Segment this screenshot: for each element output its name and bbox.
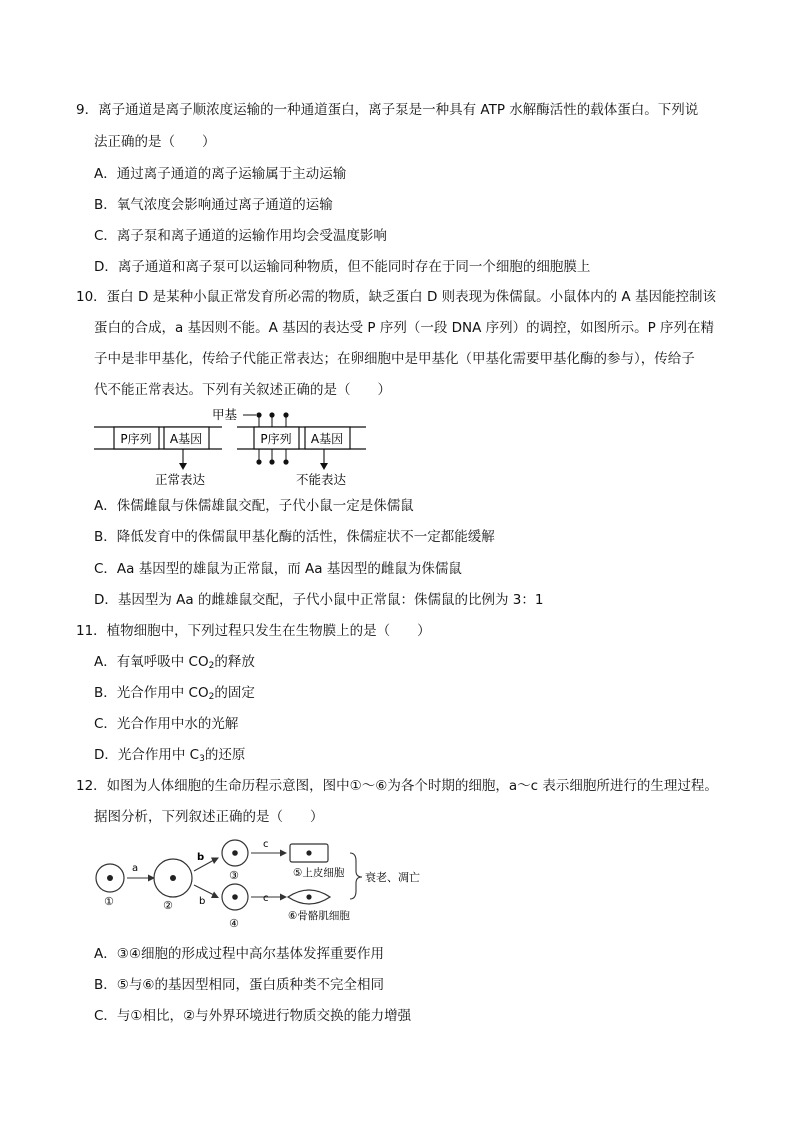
cell-1-label: ① xyxy=(104,895,114,908)
q10-option-a: A．侏儒雌鼠与侏儒雄鼠交配，子代小鼠一定是侏儒鼠 xyxy=(94,498,414,514)
q9-option-c: C．离子泵和离子通道的运输作用均会受温度影响 xyxy=(94,228,387,244)
process-c-label: c xyxy=(263,893,269,904)
q11-option-b: B．光合作用中 $CO_2$的固定 xyxy=(94,685,255,702)
process-a-label: a xyxy=(132,863,139,874)
normal-expression-label: 正常表达 xyxy=(155,472,206,487)
methyl-dot xyxy=(283,412,288,417)
brace xyxy=(350,853,362,899)
q12-option-a: A．③④细胞的形成过程中高尔基体发挥重要作用 xyxy=(94,946,384,962)
a-gene-label: A基因 xyxy=(169,432,203,446)
q10-option-c: C．Aa 基因型的雄鼠为正常鼠，而 Aa 基因型的雌鼠为侏儒鼠 xyxy=(94,561,462,577)
nucleus xyxy=(232,894,238,900)
q11-option-a: A．有氧呼吸中 $CO_2$的释放 xyxy=(94,654,255,671)
q10-stem-line3: 子中是非甲基化，传给子代能正常表达；在卵细胞中是甲基化（甲基化需要甲基化酶的参与），传给子 xyxy=(94,351,695,367)
unmethylated-dna xyxy=(94,427,222,487)
q11-option-c: C．光合作用中水的光解 xyxy=(94,716,239,732)
arrow-icon xyxy=(211,892,219,899)
p-sequence-label: P序列 xyxy=(260,432,292,446)
cell-4-label: ④ xyxy=(229,917,239,930)
q12-option-b: B．⑤与⑥的基因型相同，蛋白质种类不完全相同 xyxy=(94,977,384,993)
process-c-label: c xyxy=(263,839,269,850)
cell-2-label: ② xyxy=(163,899,173,912)
methyl-dot xyxy=(269,412,274,417)
q10-option-b: B．降低发育中的侏儒鼠甲基化酶的活性，侏儒症状不一定都能缓解 xyxy=(94,529,495,545)
q10-stem-line2: 蛋白的合成，a 基因则不能。A 基因的表达受 P 序列（一段 DNA 序列）的调控，如图所示。P 序列在精 xyxy=(94,320,715,336)
arrow-right-icon xyxy=(280,894,287,901)
a-gene-label: A基因 xyxy=(310,432,344,446)
q9-option-b: B．氧气浓度会影响通过离子通道的运输 xyxy=(94,197,333,213)
nucleus xyxy=(232,850,238,856)
arrow-right-icon xyxy=(280,850,287,857)
cell-life-history-diagram xyxy=(0,833,794,933)
arrow-down-icon xyxy=(320,463,328,470)
q10-stem-line1: 10．蛋白 D 是某种小鼠正常发育所必需的物质，缺乏蛋白 D 则表现为侏儒鼠。小鼠体内的 A 基因能控制该 xyxy=(76,289,716,305)
process-b-label: b xyxy=(197,852,205,863)
q11-option-d: D．光合作用中 $C_3$的还原 xyxy=(94,747,246,764)
q12-option-c: C．与①相比，②与外界环境进行物质交换的能力增强 xyxy=(94,1008,412,1024)
q9-option-a: A．通过离子通道的离子运输属于主动运输 xyxy=(94,166,347,182)
methylated-dna xyxy=(212,407,366,487)
methyl-dot xyxy=(283,459,288,464)
methyl-dot xyxy=(256,459,261,464)
methylation-diagram xyxy=(0,405,794,491)
q9-stem-line2: 法正确的是（ ） xyxy=(94,134,216,150)
nucleus xyxy=(170,875,176,881)
arrow-down-icon xyxy=(179,463,187,470)
cell-3-label: ③ xyxy=(229,869,239,882)
methyl-dot xyxy=(256,412,261,417)
nucleus xyxy=(306,894,311,899)
q12-stem-line1: 12．如图为人体细胞的生命历程示意图，图中①～⑥为各个时期的细胞，a～c 表示细胞所进行的生理过程。 xyxy=(76,778,718,794)
senescence-label: 衰老、凋亡 xyxy=(365,871,420,884)
p-sequence-label: P序列 xyxy=(120,432,152,446)
q9-stem-line1: 9．离子通道是离子顺浓度运输的一种通道蛋白，离子泵是一种具有 ATP 水解酶活性的载体蛋白。下列说 xyxy=(76,102,699,118)
q12-stem-line2: 据图分析，下列叙述正确的是（ ） xyxy=(94,809,324,825)
cell-6-label: ⑥骨骼肌细胞 xyxy=(288,910,350,922)
q9-option-d: D．离子通道和离子泵可以运输同种物质，但不能同时存在于同一个细胞的细胞膜上 xyxy=(94,259,591,275)
methyl-dot xyxy=(269,459,274,464)
q10-stem-line4: 代不能正常表达。下列有关叙述正确的是（ ） xyxy=(94,382,391,398)
cell-5-label: ⑤上皮细胞 xyxy=(293,867,345,879)
nucleus xyxy=(107,875,113,881)
q10-option-d: D．基因型为 Aa 的雌雄鼠交配，子代小鼠中正常鼠：侏儒鼠的比例为 3：1 xyxy=(94,592,544,608)
no-expression-label: 不能表达 xyxy=(296,472,347,487)
methyl-label: 甲基 xyxy=(212,407,238,422)
process-b-label: b xyxy=(199,896,206,907)
q11-stem: 11．植物细胞中，下列过程只发生在生物膜上的是（ ） xyxy=(76,623,431,639)
nucleus xyxy=(306,850,311,855)
